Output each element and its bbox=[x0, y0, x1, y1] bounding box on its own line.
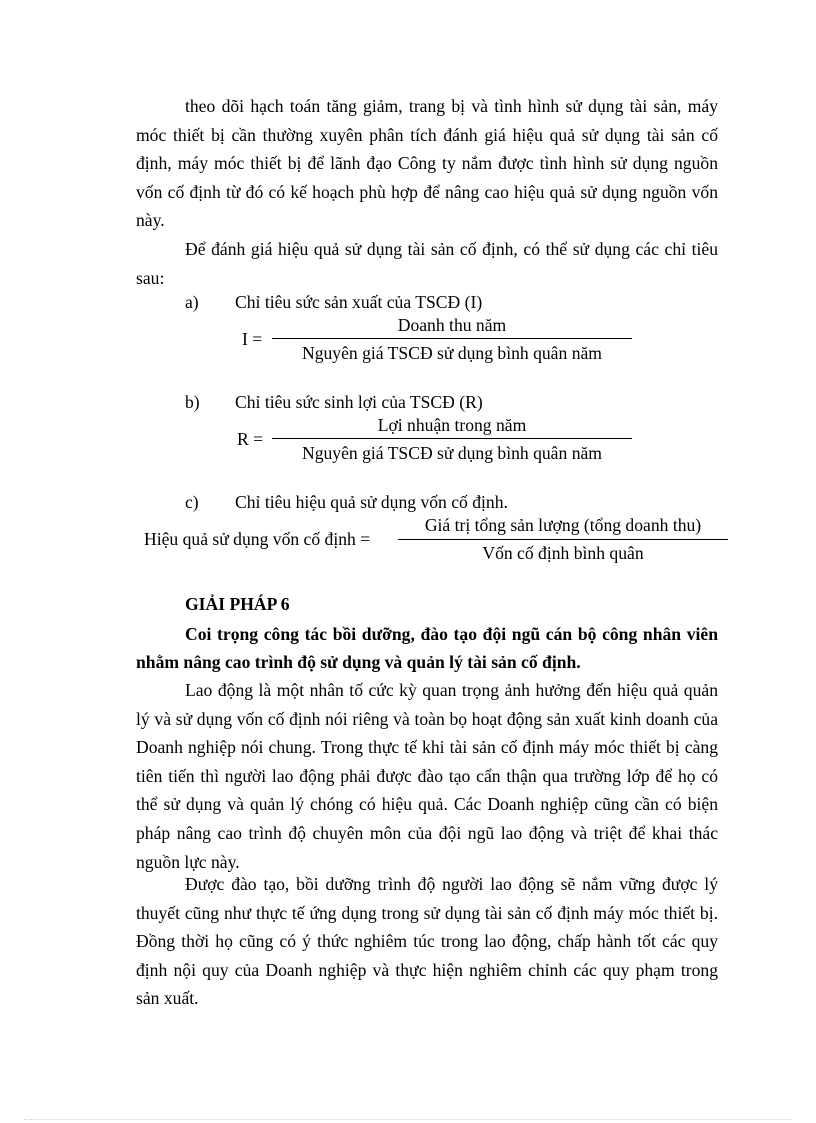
paragraph-training-benefits: Được đào tạo, bồi dưỡng trình độ người lao động sẽ nắm vững được lý thuyết cũng như thực tế ứng dụng trong sử dụng tài sản cố định máy móc thiết bị. Đồng thời họ cũng có ý thức nghiêm túc trong lao động, chấp hành tốt các quy định nội quy của Doanh nghiệp và thực hiện nghiêm chỉnh các quy phạm trong sản xuất. bbox=[136, 874, 718, 1009]
item-c-marker: c) bbox=[185, 492, 199, 512]
formula-r-denominator: Nguyên giá TSCĐ sử dụng bình quân năm bbox=[302, 443, 602, 463]
formula-i-lhs: I = bbox=[242, 329, 263, 349]
formula-i-denominator: Nguyên giá TSCĐ sử dụng bình quân năm bbox=[302, 343, 602, 363]
solution-title: Coi trọng công tác bồi dưỡng, đào tạo đội ngũ cán bộ công nhân viên nhằm nâng cao trình độ sử dụng và quản lý tài sản cố định. bbox=[136, 624, 718, 672]
formula-i-fraction-bar bbox=[272, 338, 632, 339]
paragraph-asset-tracking: theo dõi hạch toán tăng giảm, trang bị và tình hình sử dụng tài sản, máy móc thiết bị cần thường xuyên phân tích đánh giá hiệu quả sử dụng tài sản cố định, máy móc thiết bị để lãnh đạo Công ty nắm được tình hình sử dụng nguồn vốn cố định từ đó có kế hoạch phù hợp để nâng cao hiệu quả sử dụng nguồn vốn này. bbox=[136, 96, 718, 231]
item-b-text: Chỉ tiêu sức sinh lợi của TSCĐ (R) bbox=[235, 392, 483, 412]
item-b-marker: b) bbox=[185, 392, 200, 412]
page-bottom-border bbox=[24, 1119, 792, 1120]
formula-efficiency-numerator: Giá trị tổng sản lượng (tổng doanh thu) bbox=[424, 515, 702, 535]
paragraph-labor-importance: Lao động là một nhân tố cức kỳ quan trọng ảnh hưởng đến hiệu quả quản lý và sử dụng vốn cố định nói riêng và toàn bọ hoạt động sản xuất kinh doanh của Doanh nghiệp nói chung. Trong thực tế khi tài sản cố định máy móc thiết bị càng tiên tiến thì người lao động phải được đào tạo cẩn thận qua trường lớp để họ có thể sử dụng và quản lý chóng có hiệu quả. Các Doanh nghiệp cũng cần có biện pháp nâng cao trình độ chuyên môn của đội ngũ lao động và triệt để khai thác nguồn lực này. bbox=[136, 680, 718, 872]
formula-r-lhs: R = bbox=[237, 429, 264, 449]
item-a-text: Chỉ tiêu sức sản xuất của TSCĐ (I) bbox=[235, 292, 483, 312]
item-c-text: Chỉ tiêu hiệu quả sử dụng vốn cố định. bbox=[235, 492, 508, 512]
formula-efficiency-lhs: Hiệu quả sử dụng vốn cố định = bbox=[144, 529, 371, 549]
formula-r-numerator: Lợi nhuận trong năm bbox=[377, 415, 527, 435]
formula-efficiency-fraction-bar bbox=[398, 539, 728, 540]
formula-r-fraction-bar bbox=[272, 438, 632, 439]
paragraph-evaluation-intro: Để đánh giá hiệu quả sử dụng tài sản cố định, có thể sử dụng các chỉ tiêu sau: bbox=[136, 239, 718, 288]
item-a-marker: a) bbox=[185, 292, 199, 312]
formula-i-numerator: Doanh thu năm bbox=[397, 315, 507, 335]
formula-efficiency-denominator: Vốn cố định bình quân bbox=[482, 543, 644, 563]
solution-heading: GIẢI PHÁP 6 bbox=[185, 594, 290, 614]
